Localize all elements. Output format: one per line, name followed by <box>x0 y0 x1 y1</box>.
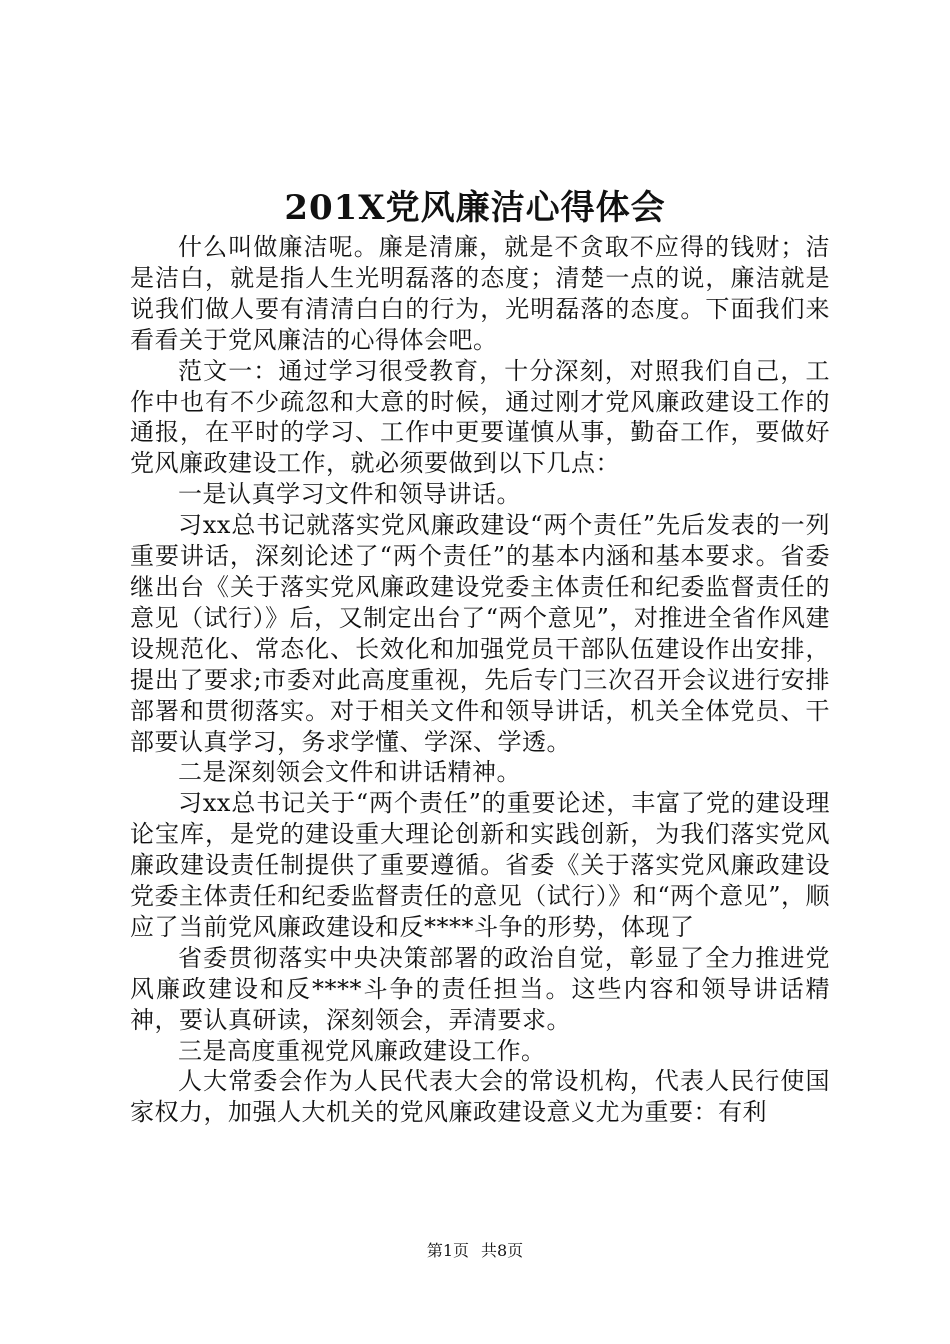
paragraph: 习xx总书记就落实党风廉政建设“两个责任”先后发表的一列重要讲话，深刻论述了“两个责任”的基本内涵和基本要求。省委继出台《关于落实党风廉政建设党委主体责任和纪委监督责任的意见（试行）》后，又制定出台了“两个意见”，对推进全省作风建设规范化、常态化、长效化和加强党员干部队伍建设作出安排，提出了要求;市委对此高度重视，先后专门三次召开会议进行安排部署和贯彻落实。对于相关文件和领导讲话，机关全体党员、干部要认真学习，务求学懂、学深、学透。 <box>130 511 830 756</box>
paragraph: 什么叫做廉洁呢。廉是清廉，就是不贪取不应得的钱财；洁是洁白，就是指人生光明磊落的态度；清楚一点的说，廉洁就是说我们做人要有清清白白的行为，光明磊落的态度。下面我们来看看关于党风廉洁的心得体会吧。 <box>130 233 830 354</box>
paragraph: 一是认真学习文件和领导讲话。 <box>178 480 521 509</box>
paragraph: 省委贯彻落实中央决策部署的政治自觉，彰显了全力推进党风廉政建设和反****斗争的责任担当。这些内容和领导讲话精神，要认真研读，深刻领会，弄清要求。 <box>130 943 830 1034</box>
document-body <box>130 232 830 1128</box>
page-footer <box>0 1240 950 1262</box>
paragraph: 习xx总书记关于“两个责任”的重要论述，丰富了党的建设理论宝库，是党的建设重大理论创新和实践创新，为我们落实党风廉政建设责任制提供了重要遵循。省委《关于落实党风廉政建设党委主体责任和纪委监督责任的意见（试行）》和“两个意见”，顺应了当前党风廉政建设和反****斗争的形势，体现了 <box>130 789 830 941</box>
paragraph: 人大常委会作为人民代表大会的常设机构，代表人民行使国家权力，加强人大机关的党风廉政建设意义尤为重要：有利 <box>130 1067 830 1127</box>
document-title: 201X党风廉洁心得体会 <box>284 188 666 228</box>
paragraph: 二是深刻领会文件和讲话精神。 <box>178 758 521 787</box>
page-total: 共8页 <box>481 1241 524 1260</box>
page-number: 第1页 <box>426 1241 469 1260</box>
paragraph: 三是高度重视党风廉政建设工作。 <box>178 1036 546 1065</box>
paragraph: 范文一：通过学习很受教育，十分深刻，对照我们自己，工作中也有不少疏忽和大意的时候，通过刚才党风廉政建设工作的通报，在平时的学习、工作中更要谨慎从事，勤奋工作，要做好党风廉政建设工作，就必须要做到以下几点： <box>130 356 830 478</box>
